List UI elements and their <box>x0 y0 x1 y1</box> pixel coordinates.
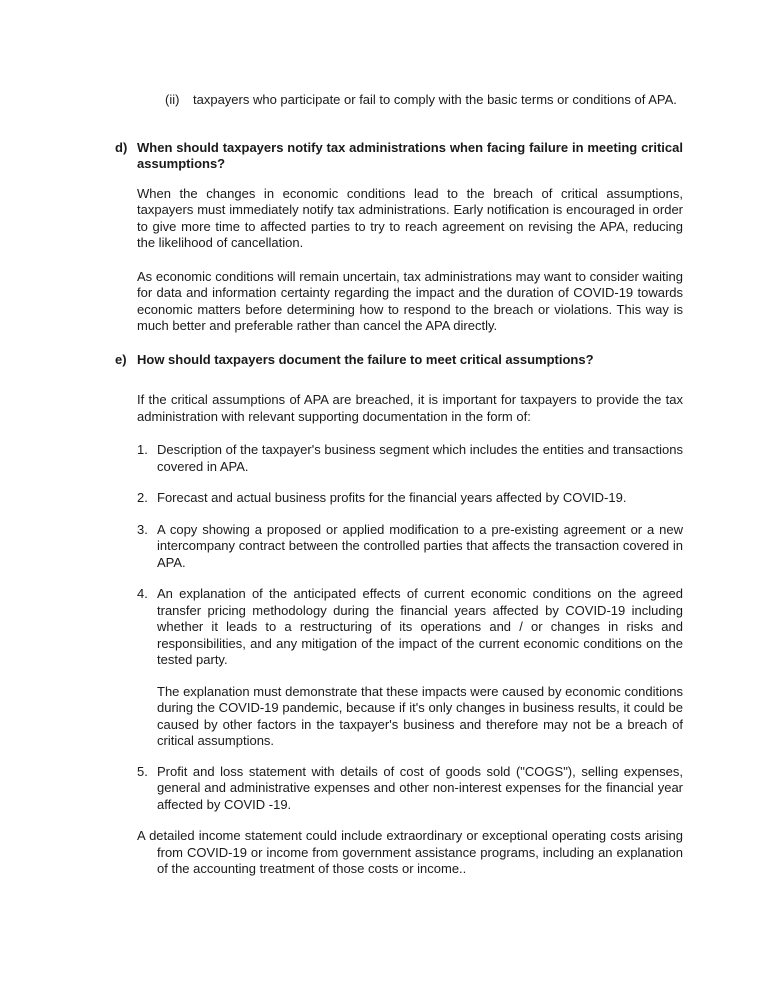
numbered-item-4-text: An explanation of the anticipated effects of current economic conditions on the agreed transfer pricing methodology during the financial years affected by COVID-19 including whether it leads to a restructuring of its operations and / or changes in risks and responsibilities, and any mitigation of the impact of the current economic conditions on the tested party. <box>157 586 683 667</box>
numbered-item-3-marker: 3. <box>137 521 148 537</box>
list-item-ii-marker: (ii) <box>165 92 180 107</box>
section-e-heading-text: How should taxpayers document the failure to meet critical assumptions? <box>137 351 594 367</box>
section-e-marker: e) <box>115 351 127 367</box>
numbered-item-4-continuation: The explanation must demonstrate that these impacts were caused by economic conditions during the COVID-19 pandemic, because if it's only changes in business results, it could be caused by other factors in the taxpayer's business and therefore may not be a breach of critical assumptions. <box>157 683 683 748</box>
numbered-item-4 <box>137 586 683 669</box>
numbered-item-5-marker: 5. <box>137 763 148 779</box>
section-d-paragraph-2: As economic conditions will remain uncertain, tax administrations may want to consider waiting for data and information certainty regarding the impact and the duration of COVID-19 towards economic matters before determining how to respond to the breach or violations. This way is much better and preferable rather than cancel the APA directly. <box>137 268 683 333</box>
numbered-item-2-marker: 2. <box>137 490 148 505</box>
numbered-item-2-text: Forecast and actual business profits for the financial years affected by COVID-19. <box>157 490 627 505</box>
numbered-item-3 <box>137 522 683 572</box>
numbered-item-1 <box>137 442 683 475</box>
list-item-ii <box>165 92 683 109</box>
section-e-closing-paragraph: A detailed income statement could include extraordinary or exceptional operating costs arising from COVID-19 or income from government assistance programs, including an explanation of the accounting treatment of those costs or income.. <box>137 828 683 876</box>
numbered-item-1-text: Description of the taxpayer's business segment which includes the entities and transactions covered in APA. <box>157 442 683 474</box>
numbered-item-3-text: A copy showing a proposed or applied modification to a pre-existing agreement or a new intercompany contract between the controlled parties that affects the transaction covered in APA. <box>157 521 683 570</box>
numbered-item-2 <box>137 490 683 507</box>
numbered-item-1-marker: 1. <box>137 442 148 457</box>
section-d-heading <box>115 140 683 173</box>
numbered-item-4-marker: 4. <box>137 586 148 601</box>
section-e-heading <box>115 352 683 369</box>
section-d-marker: d) <box>115 139 128 155</box>
numbered-item-5-text: Profit and loss statement with details of cost of goods sold ("COGS"), selling expenses, general and administrative expenses and other non-interest expenses for the financial year affected by COVID -19. <box>157 763 683 812</box>
section-e-intro: If the critical assumptions of APA are breached, it is important for taxpayers to provide the tax administration with relevant supporting documentation in the form of: <box>137 392 683 424</box>
section-d-paragraph-1: When the changes in economic conditions lead to the breach of critical assumptions, taxpayers must immediately notify tax administrations. Early notification is encouraged in order to give more time to affected parties to try to reach agreement on revising the APA, reducing the likelihood of cancellation. <box>137 185 683 250</box>
section-d-heading-text: When should taxpayers notify tax administrations when facing failure in meeting critical assumptions? <box>137 139 683 171</box>
numbered-item-5 <box>137 764 683 814</box>
list-item-ii-text: taxpayers who participate or fail to comply with the basic terms or conditions of APA. <box>193 92 677 107</box>
